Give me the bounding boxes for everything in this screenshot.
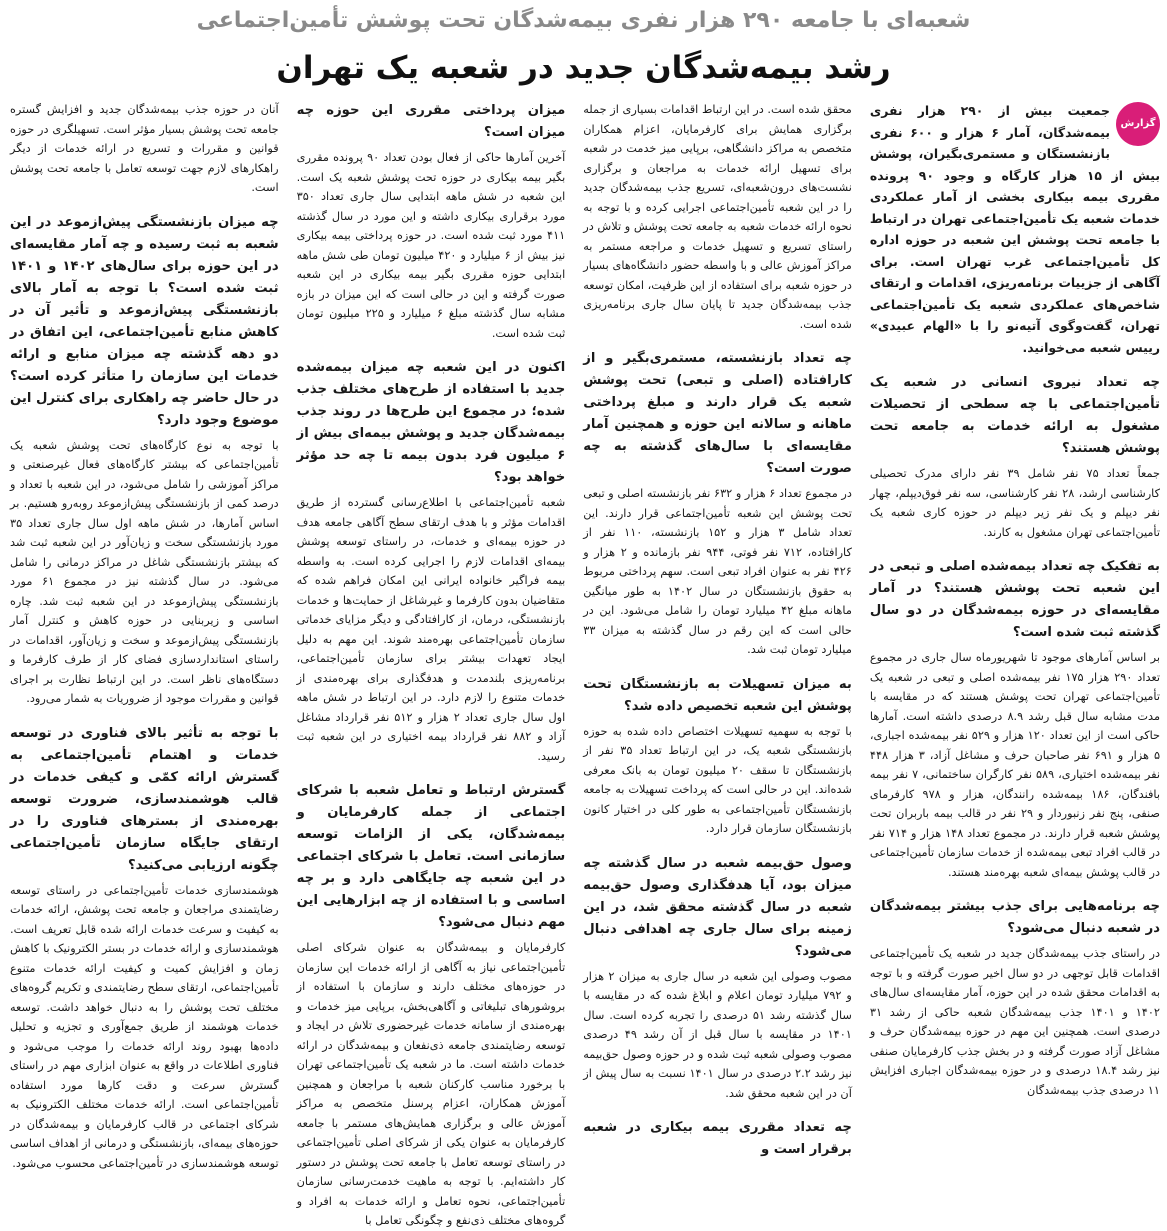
question: گسترش ارتباط و تعامل شعبه با شرکای اجتماعی از جمله کارفرمایان و بیمه‌شدگان، یکی از الزامات توسعه سازمانی است. تعامل با شرکای اجتماعی در این شعبه چه جایگاهی دارد و بر چه اساسی و با استفاده از چه ابزارهایی این مهم دنبال می‌شود؟ — [296, 783, 566, 930]
answer: هوشمندسازی خدمات تأمین‌اجتماعی در راستای توسعه رضایتمندی مراجعان و جامعه تحت پوشش، ارائه خدمات به کیفیت و سرعت خدمات ارائه شده قابل تعریف است. هوشمندسازی و ارائه خدمات در بستر الکترونیک با کاهش زمان و افزایش کمیت و کیفیت ارائه خدمات متنوع تأمین‌اجتماعی، ارتقای سطح رضایتمندی و تکریم گروه‌های مختلف تحت پوشش را به دنبال خواهد داشت. توسعه خدمات هوشمند از طریق جمع‌آوری و تجزیه و تحلیل داده‌ها بهبود روند ارائه خدمات را موجب می‌شود و فناوری اطلاعات در واقع به عنوان ابزاری مهم در راستای گسترش سرعت و دقت کارها مورد استفاده تأمین‌اجتماعی است. ارائه خدمات مختلف الکترونیک به شرکای اجتماعی در قالب کارفرمایان و بیمه‌شدگان در حوزه‌های بیمه‌ای، بازنشستگی و درمانی از اهداف اساسی توسعه هوشمندسازی در تأمین‌اجتماعی محسوب می‌شود. — [10, 883, 279, 1170]
answer: جمعاً تعداد ۷۵ نفر شامل ۳۹ نفر دارای مدرک تحصیلی کارشناسی ارشد، ۲۸ نفر کارشناسی، سه نفر فوق‌دیپلم، چهار نفر دیپلم و یک نفر زیر دیپلم در حوزه کاری شعبه یک تأمین‌اجتماعی تهران مشغول به کارند. — [869, 467, 1160, 539]
article-columns — [10, 100, 1161, 1227]
question: میزان پرداختی مقرری این حوزه چه میزان است؟ — [296, 103, 566, 140]
question: چه برنامه‌هایی برای جذب بیشتر بیمه‌شدگان در شعبه دنبال می‌شود؟ — [869, 899, 1160, 936]
answer: بر اساس آمارهای موجود تا شهریورماه سال جاری در مجموع تعداد ۲۹۰ هزار ۱۷۵ نفر بیمه‌شده اصلی و تبعی در شعبه یک تأمین‌اجتماعی تهران تحت پوشش هستند که در مقایسه با مدت مشابه سال قبل رشد ۸.۹ درصدی داشته است. آمارها حاکی است از این تعداد ۱۲۰ هزار و ۵۲۹ نفر بیمه‌شده اجباری، ۵ هزار و ۶۹۱ نفر صاحبان حرف و مشاغل آزاد، ۳ هزار ۴۴۸ نفر بیمه‌شده اختیاری، ۵۸۹ نفر کارگران ساختمانی، ۷ نفر بیمه بافندگان، ۱۸۶ بیمه‌شده رانندگان، هزار و ۹۷۸ کارفرمای صنفی، پنج نفر زنبوردار و ۲۹ نفر در قالب بیمه باربران تحت پوشش شعبه قرار دارند. در مجموع تعداد ۱۴۸ هزار و ۷۱۴ نفر در قالب افراد تبعی بیمه‌شده از خدمات سازمان تأمین‌اجتماعی در قالب پوشش بیمه‌ای شعبه بهره‌مند هستند. — [869, 651, 1161, 879]
question: به میزان تسهیلات به بازنشستگان تحت پوشش این شعبه تخصیص داده شد؟ — [583, 676, 852, 714]
answer: کارفرمایان و بیمه‌شدگان به عنوان شرکای اصلی تأمین‌اجتماعی نیاز به آگاهی از ارائه خدمات این سازمان در حوزه‌های مختلف دارند و سازمان با استفاده از بروشورهای تبلیغاتی و آگاهی‌بخش، برپایی میز خدمات و بهره‌مندی از سامانه خدمات غیرحضوری تلاش در ایجاد و توسعه رضایتمندی جامعه ذی‌نفعان و بیمه‌شدگان در ارائه خدمات داشته است. ما در شعبه یک تأمین‌اجتماعی تهران با برخورد مناسب کارکنان شعبه با مراجعان و همچنین آموزش همکاران، اعزام پرسنل متخصص به مراکز آموزش عالی و برگزاری همایش‌های مستمر با جامعه کارفرمایان به عنوان یکی از شرکای اصلی تأمین‌اجتماعی در راستای توسعه تعامل با جامعه تحت پوشش در دستور کار داشته‌ایم. با توجه به ماهیت خدمت‌رسانی سازمان تأمین‌اجتماعی، نحوه تعامل و ارائه خدمات به افراد و گروه‌های مختلف ذی‌نفع و چگونگی تعامل با — [296, 941, 566, 1227]
answer: مصوب وصولی این شعبه در سال جاری به میزان ۲ هزار و ۷۹۲ میلیارد تومان اعلام و ابلاغ شده که در مقایسه با سال گذشته رشد ۵۱ درصدی را تجربه کرده است. سال ۱۴۰۱ در مقایسه با سال قبل از آن رشد ۴۹ درصدی مصوب وصولی شعبه ثبت شده و در حوزه وصول حق‌بیمه نیز رشد ۲.۲ درصدی در سال ۱۴۰۱ نسبت به سال پیش از آن در این شعبه محقق شد. — [583, 969, 852, 1100]
lead-paragraph: جمعیت بیش از ۲۹۰ هزار نفری بیمه‌شدگان، آمار ۶ هزار و ۶۰۰ نفری بازنشستگان و مستمری‌بگیران، پوشش بیش از ۱۵ هزار کارگاه و وجود ۹۰ پرونده مقرری بیمه بیکاری بخشی از آمار عملکردی خدمات شعبه یک تأمین‌اجتماعی تهران در ارتباط با جامعه تحت پوشش این شعبه در حوزه اداره کل تأمین‌اجتماعی غرب تهران است. برای آگاهی از جزییات برنامه‌ریزی، اقدامات و ارتقای شاخص‌های عملکردی شعبه یک تأمین‌اجتماعی تهران، گفت‌وگوی آتیه‌نو را با «الهام عبیدی» رییس شعبه می‌خوانید. — [869, 103, 1160, 355]
question: اکنون در این شعبه چه میزان بیمه‌شده جدید با استفاده از طرح‌های مختلف جذب شده؛ در مجموع این طرح‌ها در روند جذب بیمه‌شدگان جدید و پوشش بیمه‌ای بیش از ۶ میلیون فرد بدون بیمه تا چه حد مؤثر خواهد بود؟ — [296, 360, 566, 485]
lead-block — [870, 100, 1160, 358]
column-3 — [296, 100, 566, 1227]
question: با توجه به تأثیر بالای فناوری در توسعه خدمات و اهتمام تأمین‌اجتماعی به گسترش ارائه کمّی و کیفی خدمات در قالب هوشمندسازی، ضرورت توسعه بهره‌مندی از بسترهای فناوری را در ارتقای جایگاه سازمان تأمین‌اجتماعی چگونه ارزیابی می‌کنید؟ — [10, 725, 279, 873]
column-4 — [10, 100, 279, 1170]
answer: با توجه به سهمیه تسهیلات اختصاص داده شده به حوزه بازنشستگی شعبه یک، در این ارتباط تعداد ۳۵ نفر از بازنشستگان تا سقف ۲۰ میلیون تومان به بانک معرفی شده‌اند. این در حالی است که پرداخت تسهیلات به جامعه بازنشستگان تأمین‌اجتماعی به طور کلی در اختیار کانون بازنشستگان سازمان قرار دارد. — [583, 724, 852, 835]
question: وصول حق‌بیمه شعبه در سال گذشته چه میزان بود، آیا هدفگذاری وصول حق‌بیمه شعبه در سال گذشته محقق شد، در این زمینه برای سال جاری چه اهدافی دنبال می‌شود؟ — [583, 855, 852, 959]
headline: رشد بیمه‌شدگان جدید در شعبه یک تهران — [276, 50, 891, 86]
question: چه تعداد نیروی انسانی در شعبه یک تأمین‌اجتماعی با چه سطحی از تحصیلات مشغول به ارائه خدمات به جامعه تحت پوشش هستند؟ — [869, 375, 1160, 456]
answer: شعبه تأمین‌اجتماعی با اطلاع‌رسانی گسترده از طریق اقدامات مؤثر و با هدف ارتقای سطح آگاهی جامعه هدف در حوزه بیمه‌ای و خدمات، در راستای توسعه پوشش بیمه‌ای اقدامات لازم را اجرایی کرده است. به واسطه بیمه فراگیر خانواده ایرانی این امکان فراهم شده که متقاضیان بدون کارفرما و غیرشاغل از حمایت‌ها و خدمات بازنشستگی، درمان، از کارافتادگی و دیگر مزایای خدماتی سازمان تأمین‌اجتماعی بهره‌مند شوند. این مهم به دلیل ایجاد تعهدات بیشتر برای سازمان تأمین‌اجتماعی، برنامه‌ریزی بلندمدت و هدفگذاری برای بهره‌مندی از خدمات متنوع را لازم دارد. در این ارتباط در شش ماهه اول سال جاری تعداد ۲ هزار و ۵۱۲ نفر قرارداد مشاغل آزاد و ۸۸۲ نفر قرارداد بیمه اختیاری در این شعبه ثبت رسید. — [296, 496, 566, 763]
answer: با توجه به نوع کارگاه‌های تحت پوشش شعبه یک تأمین‌اجتماعی که بیشتر کارگاه‌های فعال غیرصنعتی و مراکز آموزشی را شامل می‌شود، در این شعبه با تعداد و درصد کمی از بازنشستگی پیش‌از‌موعد روبه‌رو هستیم. بر اساس آمارها، در شش ماهه اول سال جاری تعداد ۳۵ مورد بازنشستگی سخت و زیان‌آور در این شعبه ثبت شد که بیشتر بازنشستگی شاغل در مراکز درمانی را شامل می‌شود. در سال گذشته نیز در مجموع ۶۱ مورد بازنشستگی پیش‌از‌موعد در این شعبه ثبت شد. چاره اساسی و زیربنایی در حوزه کاهش و کنترل آمار بازنشستگی پیش‌از‌موعد و سخت و زیان‌آور، اقدامات در راستای استانداردسازی فضای کار از طرف کارفرما و دستگاه‌های ناظر است. در این ارتباط نظارت بر اجرای قوانین و مقررات موجود از ضروریات به شمار می‌رود. — [10, 438, 279, 705]
answer: در مجموع تعداد ۶ هزار و ۶۳۲ نفر بازنشسته اصلی و تبعی تحت پوشش این شعبه تأمین‌اجتماعی قرار دارند. این تعداد شامل ۳ هزار و ۱۵۲ بازنشسته، ۱۱۰ نفر از کارافتاده، ۷۱۲ نفر فوتی، ۹۴۴ نفر بازمانده و ۲ هزار و ۴۲۶ نفر به عنوان افراد تبعی است. سهم پرداختی مربوط به حقوق بازنشستگان در سال ۱۴۰۲ به طور میانگین ماهانه مبلغ ۴۲ میلیارد تومان را شامل می‌شود. این در حالی است که این رقم در سال گذشته به میزان ۳۳ میلیارد تومان ثبت شد. — [583, 487, 852, 656]
paragraph: آنان در حوزه جذب بیمه‌شدگان جدید و افزایش گستره جامعه تحت پوشش بسیار مؤثر است. تسهیلگری در حوزه قوانین و مقررات و تسریع در ارائه خدمات از دیگر راهکارهای لازم جهت توسعه تعامل با جامعه تحت پوشش است. — [10, 103, 279, 194]
question: چه تعداد بازنشسته، مستمری‌بگیر و از کارافتاده (اصلی و تبعی) تحت پوشش شعبه یک قرار دارند و مبلغ پرداختی ماهانه و سالانه این حوزه و همچنین آمار مقایسه‌ای با سال‌های گذشته به چه صورت است؟ — [583, 351, 852, 476]
question: به تفکیک چه تعداد بیمه‌شده اصلی و تبعی در این شعبه تحت پوشش هستند؟ در آمار مقایسه‌ای در حوزه بیمه‌شدگان در دو سال گذشته ثبت شده است؟ — [869, 559, 1160, 640]
paragraph: محقق شده است. در این ارتباط اقدامات بسیاری از جمله برگزاری همایش برای کارفرمایان، اعزام همکاران متخصص به مراکز دانشگاهی، برپایی میز خدمت در شعبه برای تسهیل ارائه خدمات به مراجعان و برگزاری نشست‌های درون‌شعبه‌ای، تسریع جذب بیمه‌شدگان جدید را در این شعبه تأمین‌اجتماعی اجرایی کرده و با توجه به نحوه ارائه خدمات شعبه به جامعه تحت پوشش و تلاش در راستای تسریع و تسهیل خدمات و مراجعه مستمر به مراکز آموزش عالی و با واسطه حضور دانشگاه‌های بسیار در حوزه شعبه برای استفاده از این ظرفیت، امکان توسعه جذب بیمه‌شدگان جدید تا پایان سال جاری برنامه‌ریزی شده است. — [583, 103, 852, 331]
question: چه تعداد مقرری بیمه بیکاری در شعبه برقرار است و — [583, 1120, 852, 1157]
question: چه میزان بازنشستگی پیش‌از‌موعد در این شعبه به ثبت رسیده و چه آمار مقایسه‌ای در این حوزه برای سال‌های ۱۴۰۲ و ۱۴۰۱ ثبت شده است؟ با توجه به آمار بالای بازنشستگی پیش‌از‌موعد و تأثیر آن در کاهش منابع تأمین‌اجتماعی، این اتفاق در دو دهه گذشته چه میزان منابع و ارائه خدمات این سازمان را متأثر کرده است؟ در حال حاضر چه راهکاری برای کنترل این موضوع وجود دارد؟ — [10, 214, 279, 428]
answer: آخرین آمارها حاکی از فعال بودن تعداد ۹۰ پرونده مقرری بگیر بیمه بیکاری در حوزه تحت پوشش شعبه یک است. این شعبه در شش ماهه ابتدایی سال جاری تعداد ۳۵۰ مورد برقراری بیکاری داشته و این مورد در سال گذشته ۴۱۱ مورد ثبت شده است. در حوزه پرداختی بیمه بیکاری نیز بیش از ۶ میلیارد و ۴۲۰ میلیون تومان طی شش ماهه ابتدایی حوزه مقرری بگیر بیمه بیکاری در این شعبه صورت گرفته و این در حالی است که این میزان در بازه مشابه سال گذشته مبلغ ۶ میلیارد و ۲۲۵ میلیون تومان ثبت شده است. — [296, 151, 566, 340]
column-1 — [869, 100, 1161, 1097]
column-2 — [583, 100, 852, 1157]
report-badge: گزارش — [1116, 102, 1160, 146]
answer: در راستای جذب بیمه‌شدگان جدید در شعبه یک تأمین‌اجتماعی اقدامات قابل توجهی در دو سال اخیر صورت گرفته و با توجه به اقدامات محقق شده در این حوزه، آمار مقایسه‌ای سال‌های ۱۴۰۲ و ۱۴۰۱ جذب بیمه‌شدگان شعبه حاکی از رشد ۳۱ درصدی است. همچنین این مهم در حوزه بیمه‌شدگان حرف و مشاغل آزاد صورت گرفته و در بخش جذب کارفرمایان صنفی نیز رشد ۱۸.۴ درصدی و در حوزه بیمه‌شدگان اجباری افزایش ۱۱ درصدی جذب بیمه‌شدگان — [869, 947, 1160, 1097]
supertitle: شعبه‌ای با جامعه ۲۹۰ هزار نفری بیمه‌شدگان تحت پوشش تأمین‌اجتماعی — [196, 8, 971, 33]
